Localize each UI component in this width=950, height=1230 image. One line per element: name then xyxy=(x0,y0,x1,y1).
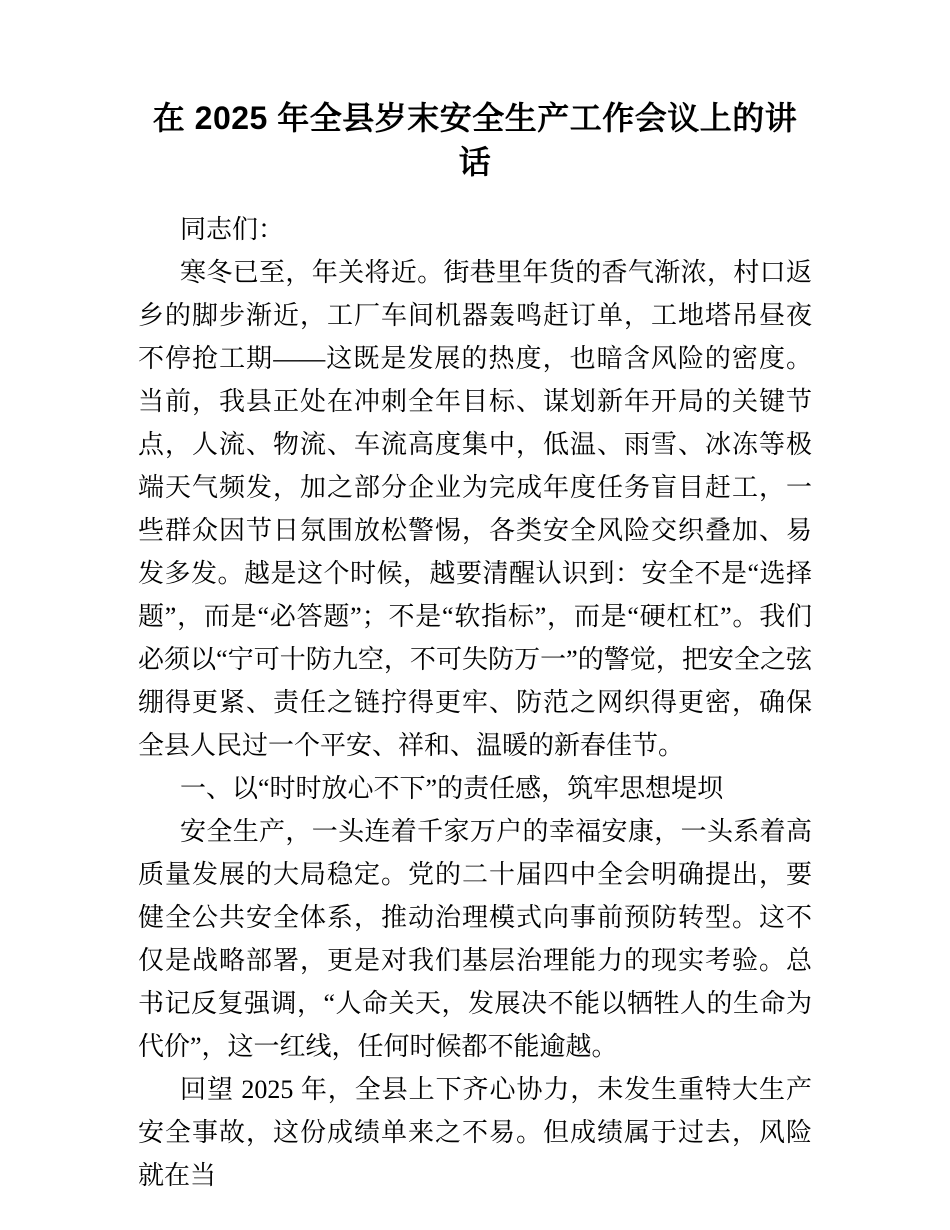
paragraph-opening: 寒冬已至，年关将近。街巷里年货的香气渐浓，村口返乡的脚步渐近，工厂车间机器轰鸣赶订单，工地塔吊昼夜不停抢工期——这既是发展的热度，也暗含风险的密度。当前，我县正处在冲刺全年目标、谋划新年开局的关键节点，人流、物流、车流高度集中，低温、雨雪、冰冻等极端天气频发，加之部分企业为完成年度任务盲目赶工，一些群众因节日氛围放松警惕，各类安全风险交织叠加、易发多发。越是这个时候，越要清醒认识到：安全不是“选择题”，而是“必答题”；不是“软指标”，而是“硬杠杠”。我们必须以“宁可十防九空，不可失防万一”的警觉，把安全之弦绷得更紧、责任之链拧得更牢、防范之网织得更密，确保全县人民过一个平安、祥和、温暖的新春佳节。 xyxy=(138,258,812,760)
salutation: 同志们： xyxy=(180,215,285,244)
paragraph-section-1-body: 安全生产，一头连着千家万户的幸福安康，一头系着高质量发展的大局稳定。党的二十届四中全会明确提出，要健全公共安全体系，推动治理模式向事前预防转型。这不仅是战略部署，更是对我们基层治理能力的现实考验。总书记反复强调，“人命关天，发展决不能以牺牲人的生命为代价”，这一红线，任何时候都不能逾越。 xyxy=(138,817,812,1061)
paragraph-review-2025: 回望 2025 年，全县上下齐心协力，未发生重特大生产安全事故，这份成绩单来之不易。但成绩属于过去，风险就在当 xyxy=(138,1075,812,1190)
document-title: 在 2025 年全县岁末安全生产工作会议上的讲话 xyxy=(152,100,798,180)
section-heading-1: 一、以“时时放心不下”的责任感，筑牢思想堤坝 xyxy=(180,774,724,803)
